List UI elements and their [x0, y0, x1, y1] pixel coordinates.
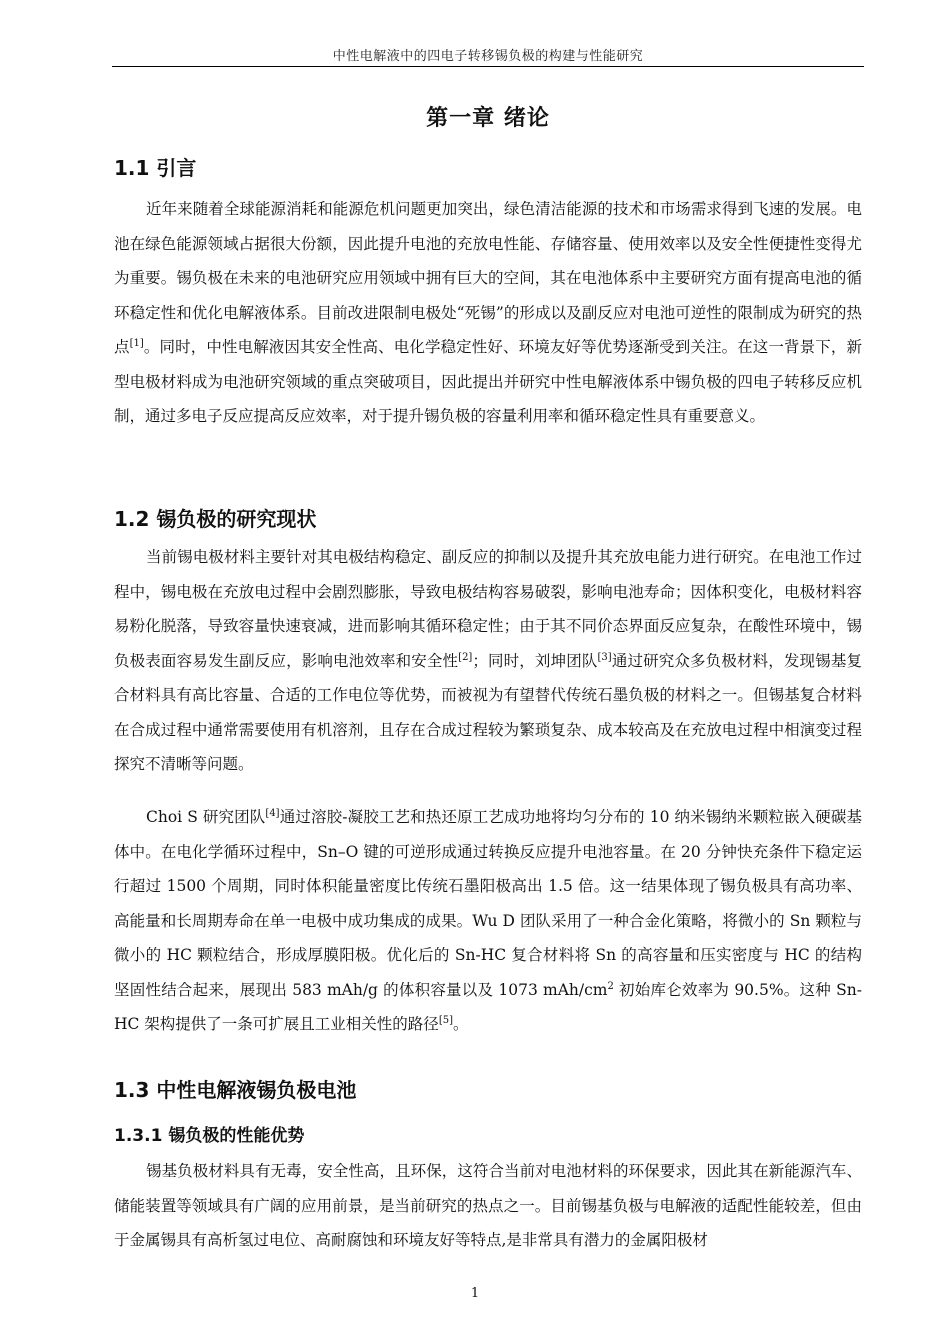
paragraph-text: 。同时，中性电解液因其安全性高、电化学稳定性好、环境友好等优势逐渐受到关注。在这一背景下，新型电极材料成为电池研究领域的重点突破项目，因此提出并研究中性电解液体系中锡负极的四电子转移反应机制，通过多电子反应提高反应效率，对于提升锡负极的容量利用率和循环稳定性具有重要意义。	[114, 338, 862, 425]
paragraph-text: 当前锡电极材料主要针对其电极结构稳定、副反应的抑制以及提升其充放电能力进行研究。在电池工作过程中，锡电极在充放电过程中会剧烈膨胀，导致电极结构容易破裂，影响电池寿命；因体积变化，电极材料容易粉化脱落，导致容量快速衰减，进而影响其循环稳定性；由于其不同价态界面反应复杂，在酸性环境中，锡负极表面容易发生副反应，影响电池效率和安全性	[114, 548, 862, 670]
paragraph-text: 初始库仑效率为 90.5%。这种 Sn-HC 架构提供了一条可扩展且工业相关性的路径	[114, 980, 862, 1033]
paragraph-text: 。	[452, 1015, 469, 1033]
paragraph-research-status	[114, 540, 862, 782]
citation-3: [3]	[597, 651, 612, 663]
paragraph-text: 锡基负极材料具有无毒，安全性高，且环保，这符合当前对电池材料的环保要求，因此其在新能源汽车、储能装置等领域具有广阔的应用前景，是当前研究的热点之一。目前锡基负极与电解液的适配性能较差，但由于金属锡具有高析氢过电位、高耐腐蚀和环境友好等特点,是非常具有潜力的金属阳极材	[114, 1162, 862, 1249]
section-heading-1-1: 1.1 引言	[114, 156, 197, 180]
paragraph-choi-wu	[114, 800, 862, 1042]
paragraph-text: 通过研究众多负极材料，发现锡基复合材料具有高比容量、合适的工作电位等优势，而被视为有望替代传统石墨负极的材料之一。但锡基复合材料在合成过程中通常需要使用有机溶剂，且存在合成过程较为繁琐复杂、成本较高及在充放电过程中相演变过程探究不清晰等问题。	[114, 651, 862, 773]
citation-2: [2]	[458, 651, 473, 663]
running-header: 中性电解液中的四电子转移锡负极的构建与性能研究	[332, 49, 644, 64]
paragraph-text: 通过溶胶-凝胶工艺和热还原工艺成功地将均匀分布的 10 纳米锡纳米颗粒嵌入硬碳基体中。在电化学循环过程中，Sn–O 键的可逆形成通过转换反应提升电池容量。在 20 分钟快充条件下稳定运行超过 1500 个周期，同时体积能量密度比传统石墨阳极高出 1.5 倍。这一结果体现了锡负极具有高功率、高能量和长周期寿命在单一电极中成功集成的成果。Wu D 团队采用了一种合金化策略，将微小的 Sn 颗粒与微小的 HC 颗粒结合，形成厚膜阳极。优化后的 Sn-HC 复合材料将 Sn 的高容量和压实密度与 HC 的结构坚固性结合起来，展现出 583 mAh/g 的体积容量以及 1073 mAh/cm	[114, 808, 862, 999]
citation-4: [4]	[265, 808, 280, 819]
citation-5: [5]	[438, 1015, 453, 1026]
unit-superscript: 2	[607, 980, 614, 992]
page-number: 1	[470, 1286, 480, 1301]
paragraph-text: Choi S 研究团队	[146, 808, 266, 826]
subsection-heading-1-3-1: 1.3.1 锡负极的性能优势	[114, 1126, 305, 1146]
header-rule	[112, 66, 864, 67]
citation-1: [1]	[129, 338, 144, 349]
paragraph-text: ；同时，刘坤团队	[472, 651, 598, 670]
chapter-title: 第一章 绪论	[426, 106, 550, 131]
section-heading-1-3: 1.3 中性电解液锡负极电池	[114, 1078, 357, 1102]
paragraph-text: 近年来随着全球能源消耗和能源危机问题更加突出，绿色清洁能源的技术和市场需求得到飞速的发展。电池在绿色能源领域占据很大份额，因此提升电池的充放电性能、存储容量、使用效率以及安全性便捷性变得尤为重要。锡负极在未来的电池研究应用领域中拥有巨大的空间，其在电池体系中主要研究方面有提高电池的循环稳定性和优化电解液体系。目前改进限制电极处“死锡”的形成以及副反应对电池可逆性的限制成为研究的热点	[114, 200, 862, 356]
section-heading-1-2: 1.2 锡负极的研究现状	[114, 507, 317, 531]
paragraph-introduction	[114, 192, 862, 434]
paragraph-performance-advantages	[114, 1154, 862, 1258]
